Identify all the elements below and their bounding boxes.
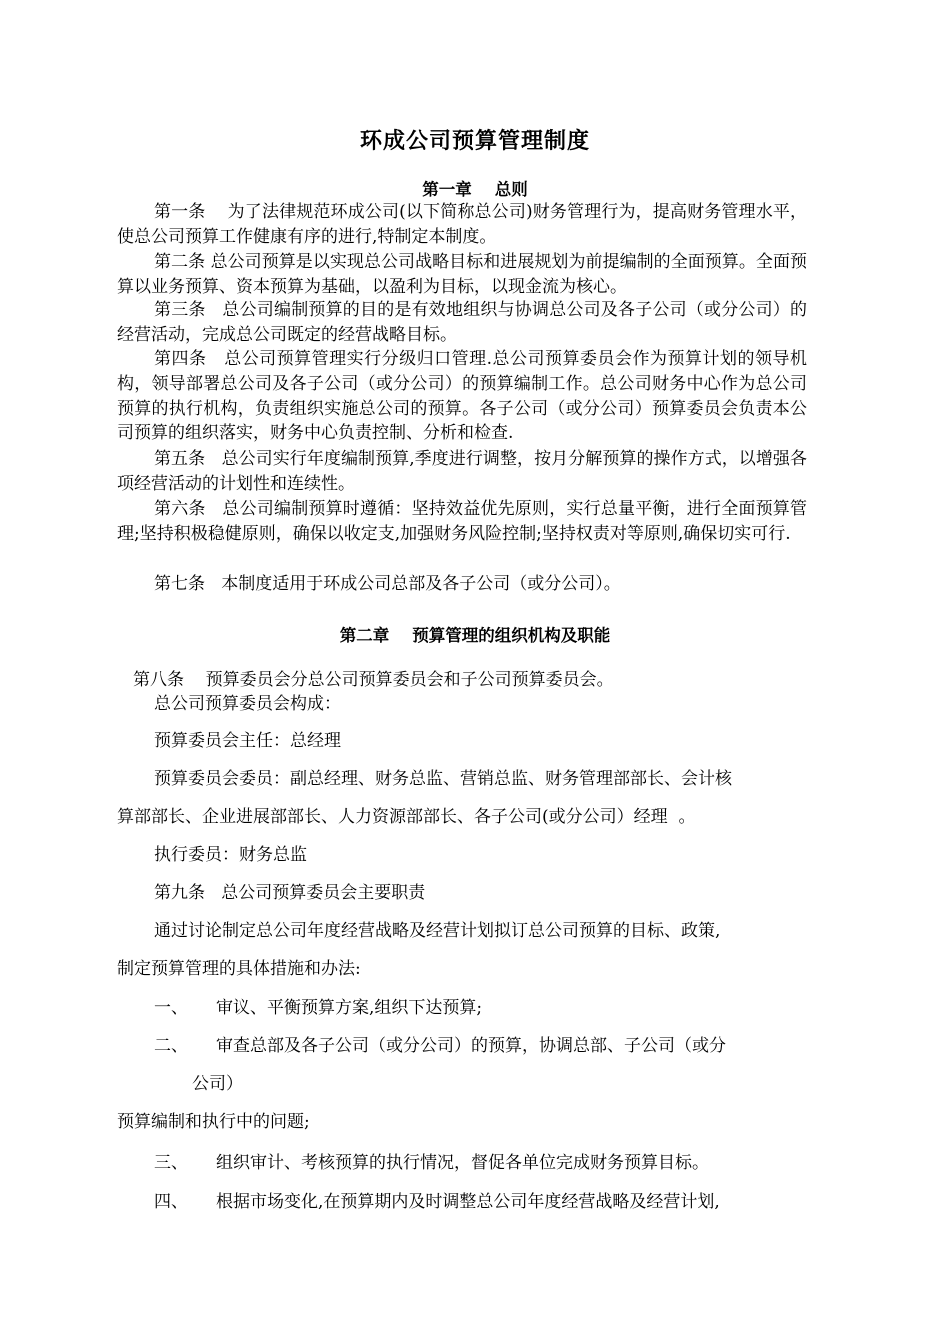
duty-intro-line1: 通过讨论制定总公司年度经营战略及经营计划拟订总公司预算的目标、政策, (154, 921, 721, 941)
chapter-2-heading: 第二章 预算管理的组织机构及职能 (339, 626, 611, 645)
article-8: 第八条 预算委员会分总公司预算委员会和子公司预算委员会。 (133, 670, 614, 690)
article-9: 第九条 总公司预算委员会主要职责 (154, 883, 426, 903)
list-item-4-number: 四、 (154, 1192, 188, 1212)
list-item-2-number: 二、 (154, 1036, 188, 1056)
committee-director: 预算委员会主任：总经理 (154, 731, 341, 751)
duty-intro-line2: 制定预算管理的具体措施和办法: (117, 959, 361, 979)
list-item-3-text: 组织审计、考核预算的执行情况，督促各单位完成财务预算目标。 (216, 1153, 709, 1173)
list-item-3-number: 三、 (154, 1153, 188, 1173)
article-3: 第三条 总公司编制预算的目的是有效地组织与协调总公司及各子公司（或分公司）的经营活动，完成总公司既定的经营战略目标。 (117, 300, 807, 345)
article-1: 第一条 为了法律规范环成公司(以下简称总公司)财务管理行为，提高财务管理水平，使总公司预算工作健康有序的进行,特制定本制度。 (117, 202, 807, 247)
article-6: 第六条 总公司编制预算时遵循：坚持效益优先原则，实行总量平衡，进行全面预算管理;坚持积极稳健原则，确保以收定支,加强财务风险控制;坚持权责对等原则,确保切实可行. (117, 499, 807, 544)
article-4: 第四条 总公司预算管理实行分级归口管理.总公司预算委员会作为预算计划的领导机构，领导部署总公司及各子公司（或分公司）的预算编制工作。总公司财务中心作为总公司预算的执行机构，负责组织实施总公司的预算。各子公司（或分公司）预算委员会负责本公司预算的组织落实，财务中心负责控制、分析和检查. (117, 349, 807, 444)
article-5: 第五条 总公司实行年度编制预算,季度进行调整，按月分解预算的操作方式，以增强各项经营活动的计划性和连续性。 (117, 449, 807, 494)
committee-members-line1: 预算委员会委员：副总经理、财务总监、营销总监、财务管理部部长、会计核 (154, 769, 732, 789)
article-7: 第七条 本制度适用于环成公司总部及各子公司（或分公司）。 (154, 574, 621, 594)
article-2: 第二条 总公司预算是以实现总公司战略目标和进展规划为前提编制的全面预算。全面预算以业务预算、资本预算为基础，以盈利为目标，以现金流为核心。 (117, 252, 807, 297)
committee-members-line2: 算部部长、企业进展部部长、人力资源部部长、各子公司(或分公司）经理 。 (117, 807, 696, 827)
list-item-2-continuation: 公司） (192, 1074, 243, 1094)
list-item-1-number: 一、 (154, 998, 188, 1018)
document-title: 环成公司预算管理制度 (359, 129, 590, 154)
committee-composition: 总公司预算委员会构成： (154, 694, 341, 714)
list-item-2-tail: 预算编制和执行中的问题; (117, 1112, 310, 1132)
executive-member: 执行委员：财务总监 (154, 845, 307, 865)
list-item-2-text: 审查总部及各子公司（或分公司）的预算，协调总部、子公司（或分 (216, 1036, 726, 1056)
chapter-1-heading: 第一章 总则 (422, 180, 528, 199)
list-item-1-text: 审议、平衡预算方案,组织下达预算; (216, 998, 483, 1018)
list-item-4-text: 根据市场变化,在预算期内及时调整总公司年度经营战略及经营计划, (216, 1192, 720, 1212)
